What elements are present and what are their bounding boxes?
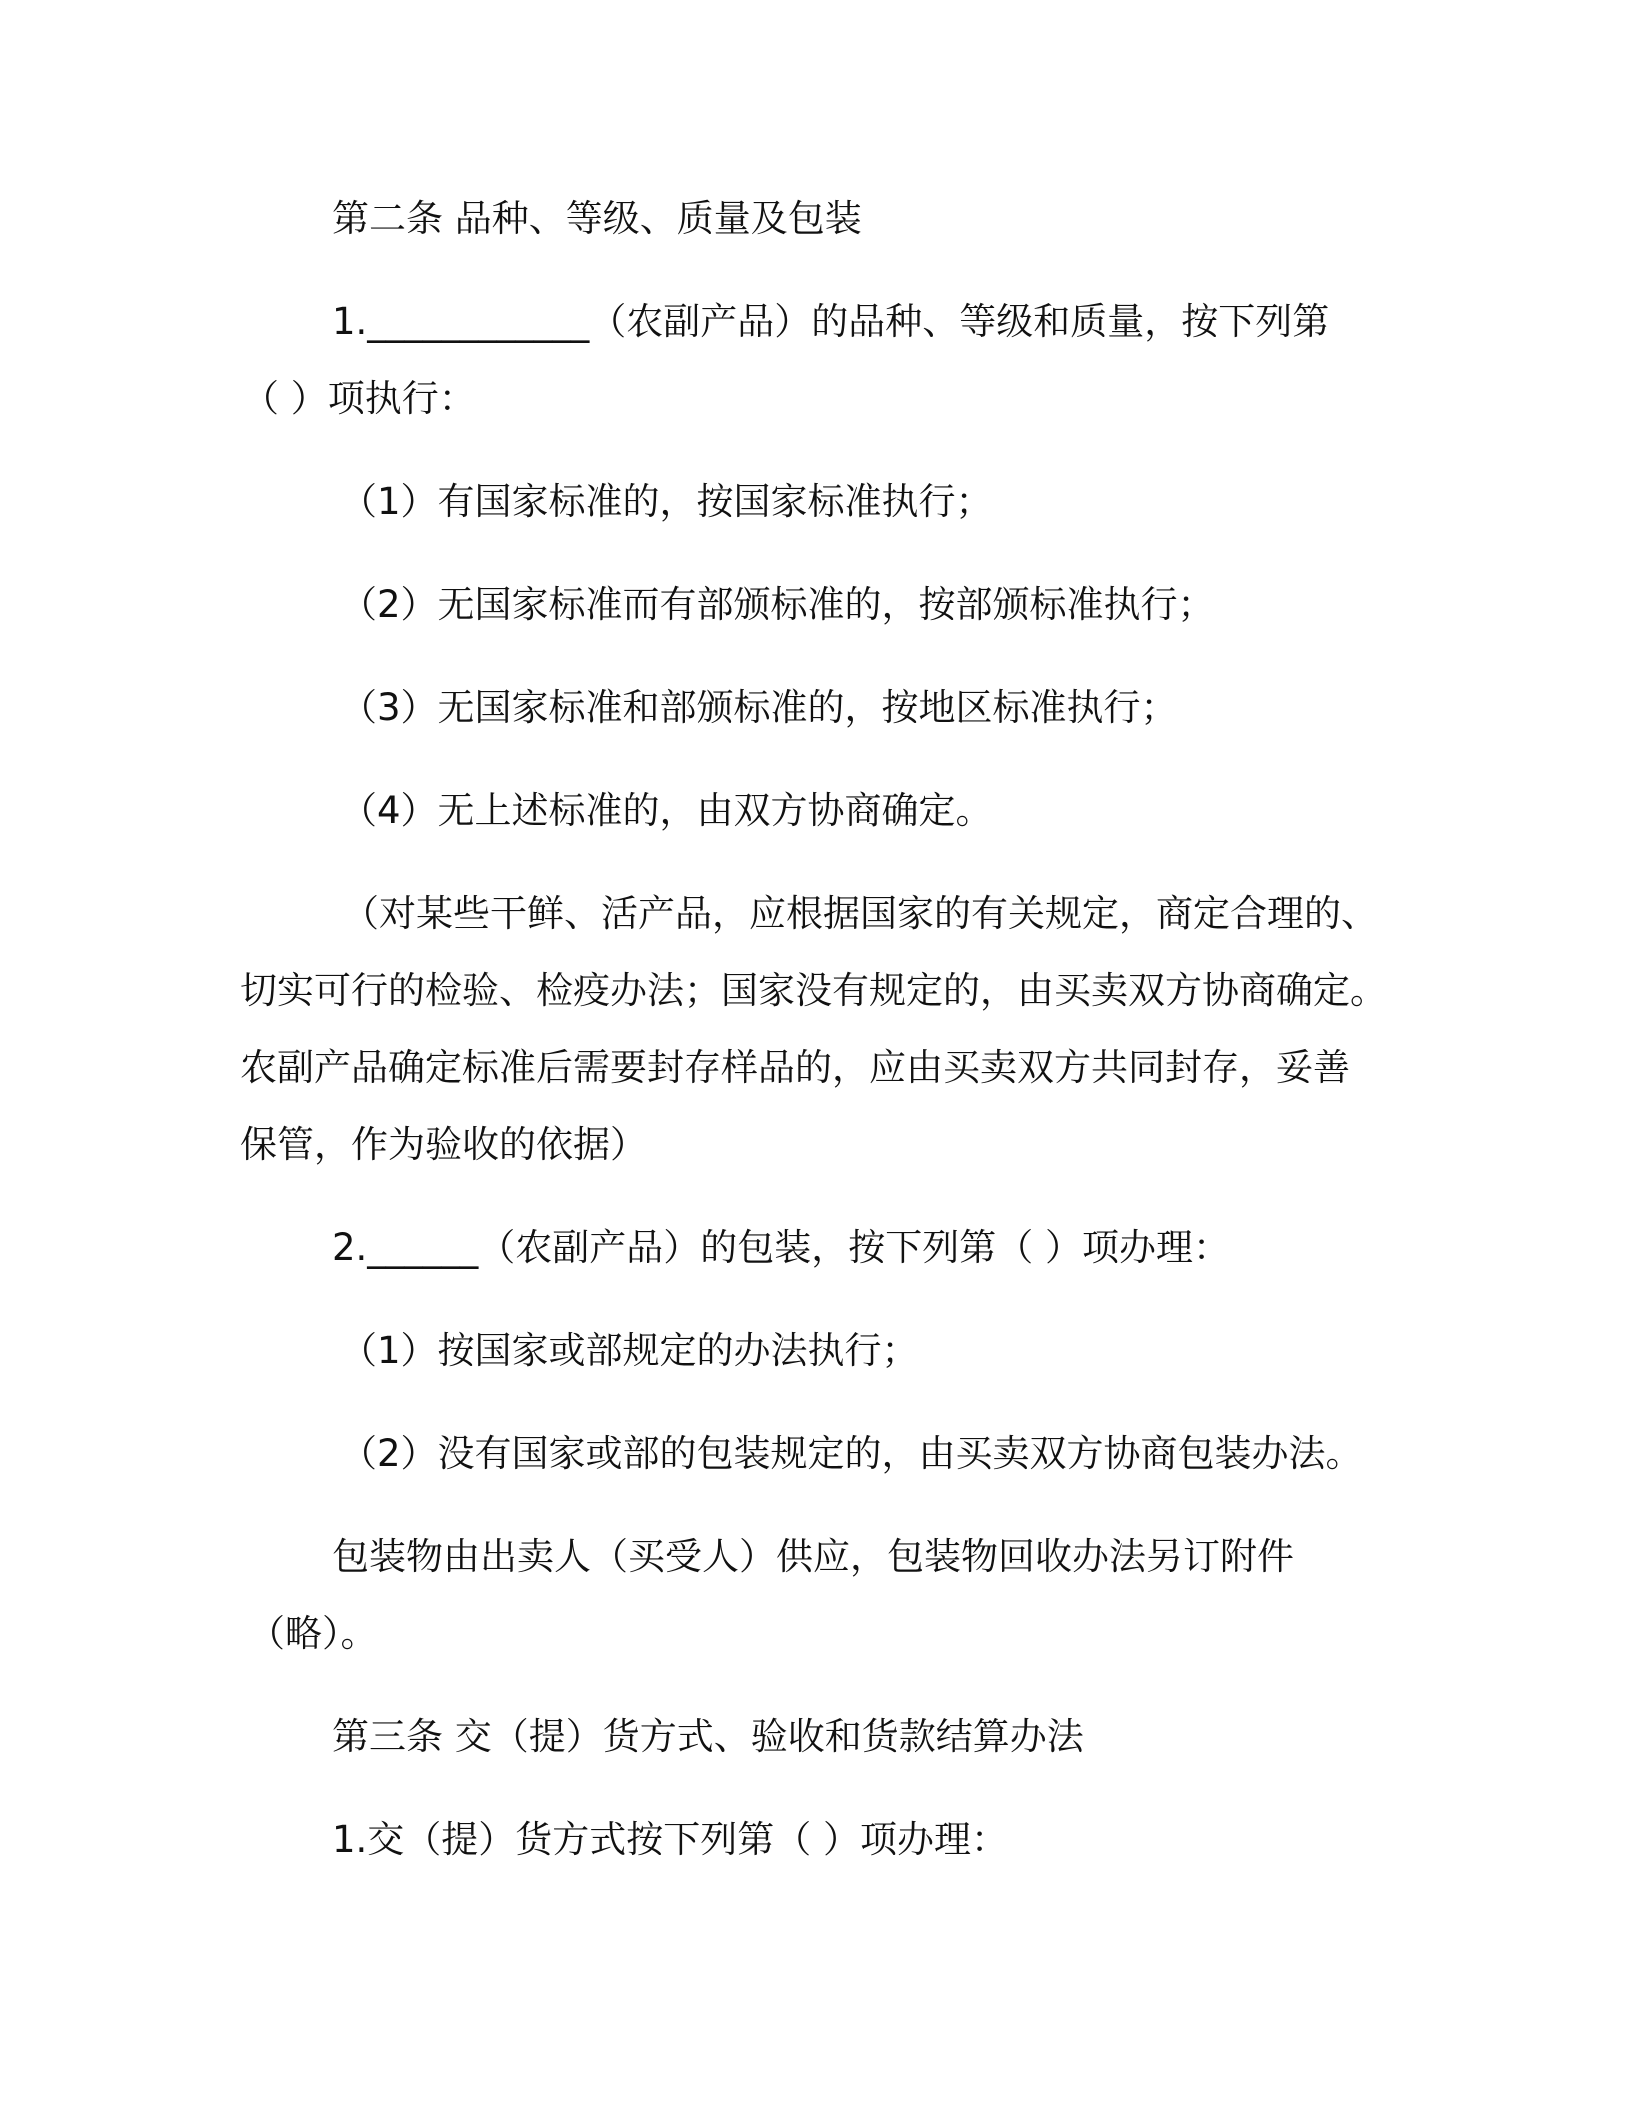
item-2-line-1: 2.______（农副产品）的包装，按下列第（ ）项办理： (332, 1226, 1231, 1269)
packaging-line-2: （略）。 (248, 1612, 378, 1655)
item-1-option-2: （2）无国家标准而有部颁标准的，按部颁标准执行； (340, 583, 1215, 626)
note-line-1: （对某些干鲜、活产品，应根据国家的有关规定，商定合理的、 (342, 892, 1378, 935)
item-1-option-1: （1）有国家标准的，按国家标准执行； (340, 480, 993, 523)
item-1-line-2: （ ）项执行： (242, 377, 476, 420)
item-1-line-1: 1.____________（农副产品）的品种、等级和质量，按下列第 (332, 300, 1330, 343)
item-2-option-2: （2）没有国家或部的包装规定的，由买卖双方协商包装办法。 (340, 1432, 1363, 1475)
packaging-line-1: 包装物由出卖人（买受人）供应，包装物回收办法另订附件 (332, 1535, 1294, 1578)
note-line-3: 农副产品确定标准后需要封存样品的，应由买卖双方共同封存，妥善 (240, 1046, 1350, 1089)
note-line-2: 切实可行的检验、检疫办法；国家没有规定的，由买卖双方协商确定。 (240, 969, 1387, 1012)
item-2-option-1: （1）按国家或部规定的办法执行； (340, 1329, 919, 1372)
article-2-heading: 第二条 品种、等级、质量及包装 (332, 197, 862, 240)
item-1-option-3: （3）无国家标准和部颁标准的，按地区标准执行； (340, 686, 1178, 729)
note-line-4: 保管，作为验收的依据） (240, 1123, 647, 1166)
article-3-item-1: 1.交（提）货方式按下列第（ ）项办理： (332, 1818, 1009, 1861)
item-1-option-4: （4）无上述标准的，由双方协商确定。 (340, 789, 993, 832)
article-3-heading: 第三条 交（提）货方式、验收和货款结算办法 (332, 1715, 1084, 1758)
